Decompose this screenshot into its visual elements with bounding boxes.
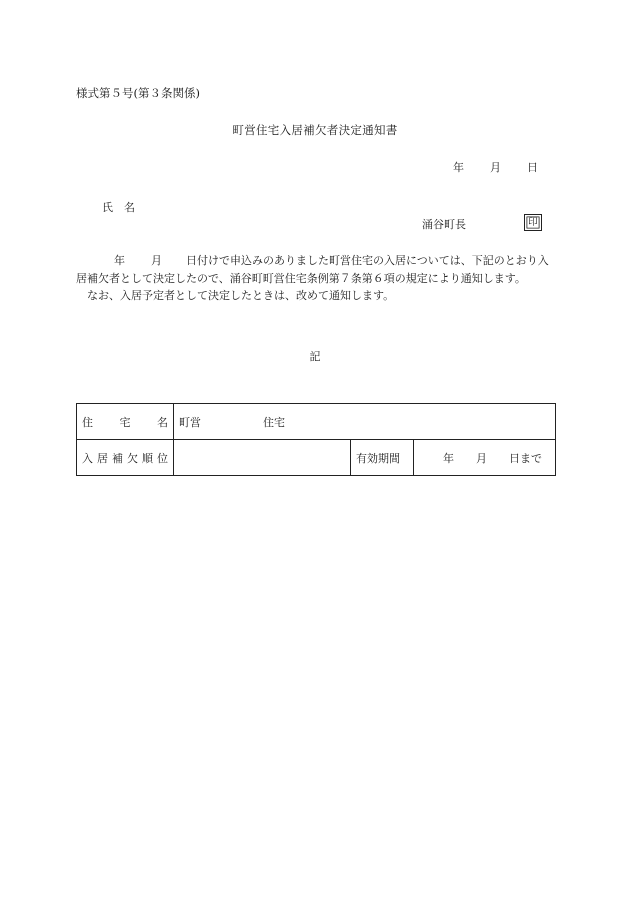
table-row-rank	[77, 440, 556, 476]
body-paragraph-2: なお、入居予定者として決定したときは、改めて通知します。	[87, 289, 395, 302]
waitlist-rank-label: 入 居 補 欠 順 位	[77, 440, 174, 476]
body-date-year: 年	[114, 254, 125, 267]
body-paragraph-1	[76, 252, 554, 287]
date-day-label: 日	[527, 161, 538, 174]
period-year: 年	[443, 451, 454, 465]
body-paragraph-1-text: 日付けで申込みのありました町営住宅の入居については、下記のとおり入居補欠者として決定したので、涌谷町町営住宅条例第７条第６項の規定により通知します。	[76, 254, 549, 285]
validity-period-value	[414, 440, 556, 476]
info-table	[76, 403, 556, 476]
housing-name-value	[174, 404, 556, 440]
validity-period-label: 有効期間	[351, 440, 414, 476]
waitlist-rank-value	[174, 440, 351, 476]
period-month: 月	[476, 451, 487, 465]
form-number: 様式第５号(第３条関係)	[76, 86, 200, 100]
date-month-label: 月	[490, 161, 501, 174]
seal-mark: 印	[524, 214, 542, 231]
recipient-name-label: 氏 名	[102, 201, 135, 214]
housing-prefix: 町営	[179, 415, 201, 429]
date-year-label: 年	[453, 161, 464, 174]
table-row-housing	[77, 404, 556, 440]
document-title: 町営住宅入居補欠者決定通知書	[232, 123, 398, 137]
housing-suffix: 住宅	[263, 415, 285, 429]
body-text	[76, 252, 554, 305]
body-date-month: 月	[151, 254, 162, 267]
period-until: 日まで	[509, 451, 542, 465]
date-header	[453, 159, 538, 175]
issuer-title: 涌谷町長	[422, 218, 466, 231]
ki-heading: 記	[309, 350, 321, 363]
housing-name-label: 住 宅 名	[77, 404, 174, 440]
